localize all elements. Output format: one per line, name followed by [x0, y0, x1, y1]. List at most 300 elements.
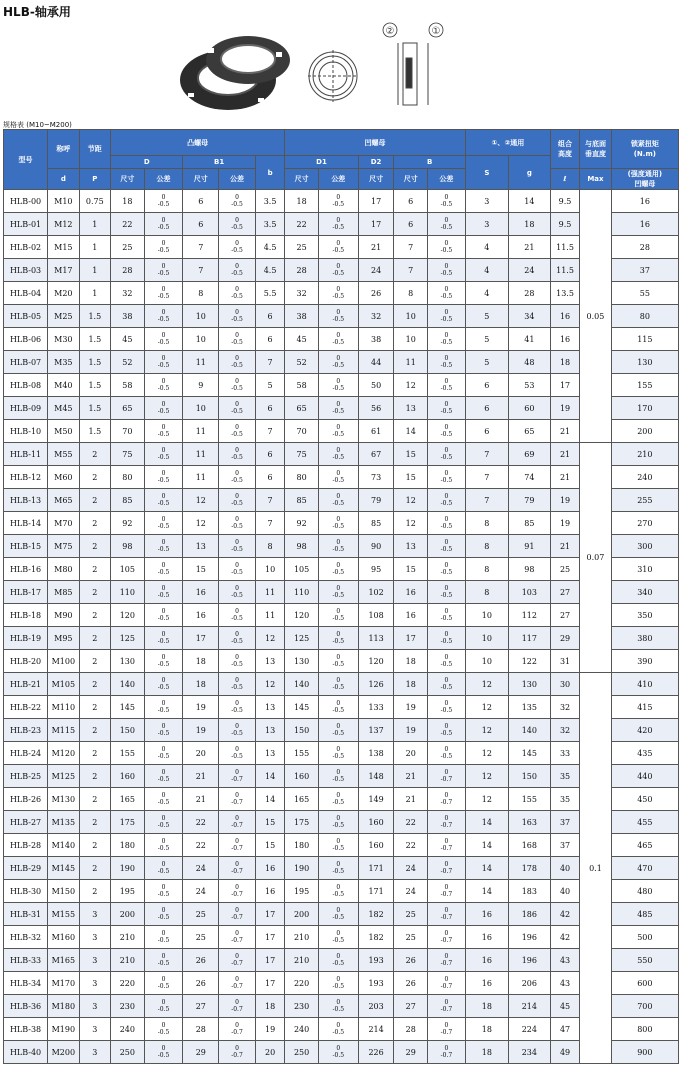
- tolerance-lower: -0.5: [157, 500, 170, 507]
- tolerance-lower: -0.5: [332, 776, 345, 783]
- cell-d: 200: [111, 903, 145, 926]
- cell-tolerance: [428, 604, 466, 627]
- tolerance-upper: 0: [235, 263, 239, 270]
- cell-tolerance: [144, 305, 183, 328]
- cell-p: 1: [79, 213, 110, 236]
- cell-tolerance: [219, 972, 256, 995]
- tolerance-upper: 0: [235, 999, 239, 1006]
- cell-d2: 79: [358, 489, 394, 512]
- table-row: [4, 857, 679, 880]
- cell-tolerance: [318, 213, 358, 236]
- cell-b: 22: [394, 834, 428, 857]
- cell-g: 196: [508, 949, 550, 972]
- tolerance-lower: -0.5: [231, 661, 243, 668]
- tolerance-upper: 0: [336, 217, 341, 224]
- tolerance-upper: 0: [444, 861, 449, 868]
- cell-d1: 240: [285, 1018, 319, 1041]
- cell-d1: 145: [285, 696, 319, 719]
- table-row: [4, 719, 679, 742]
- cell-b: 28: [394, 1018, 428, 1041]
- cell-d: M170: [48, 972, 79, 995]
- cell-s: 16: [465, 949, 508, 972]
- cell-d: M10: [48, 190, 79, 213]
- cell-l: 31: [550, 650, 579, 673]
- cell-tolerance: [428, 1018, 466, 1041]
- table-row: [4, 328, 679, 351]
- cell-model: HLB-17: [4, 581, 48, 604]
- cell-tolerance: [219, 374, 256, 397]
- cell-p: 1.5: [79, 328, 110, 351]
- cell-tolerance: [219, 397, 256, 420]
- cell-tolerance: [144, 351, 183, 374]
- cell-s: 16: [465, 903, 508, 926]
- tolerance-lower: -0.5: [332, 408, 345, 415]
- tolerance-lower: -0.5: [440, 730, 453, 737]
- cell-d2: 108: [358, 604, 394, 627]
- cell-d: 22: [111, 213, 145, 236]
- cell-tolerance: [318, 236, 358, 259]
- cell-s: 6: [465, 420, 508, 443]
- cell-d1: 180: [285, 834, 319, 857]
- tolerance-lower: -0.5: [157, 1006, 170, 1013]
- cell-d: M95: [48, 627, 79, 650]
- header-concave-nut: 凹螺母: [285, 130, 466, 156]
- header-tol: 公差: [318, 169, 358, 190]
- cell-tolerance: [428, 673, 466, 696]
- header-max: Max: [580, 169, 611, 190]
- tolerance-lower: -0.5: [157, 339, 170, 346]
- tolerance-upper: 0: [336, 861, 341, 868]
- cell-tolerance: [144, 903, 183, 926]
- cell-tolerance: [219, 581, 256, 604]
- table-row: [4, 420, 679, 443]
- tolerance-upper: 0: [235, 355, 239, 362]
- cell-tolerance: [144, 213, 183, 236]
- tolerance-lower: -0.5: [157, 293, 170, 300]
- cell-tolerance: [144, 995, 183, 1018]
- cell-l: 45: [550, 995, 579, 1018]
- cell-g: 48: [508, 351, 550, 374]
- tolerance-lower: -0.5: [332, 224, 345, 231]
- tolerance-lower: -0.5: [332, 1029, 345, 1036]
- cell-tolerance: [219, 949, 256, 972]
- tolerance-lower: -0.5: [332, 845, 345, 852]
- cell-model: HLB-04: [4, 282, 48, 305]
- tolerance-lower: -0.5: [332, 546, 345, 553]
- cell-tolerance: [144, 489, 183, 512]
- spec-table: [3, 129, 679, 1064]
- tolerance-lower: -0.5: [157, 707, 170, 714]
- cell-g: 196: [508, 926, 550, 949]
- cell-d: M150: [48, 880, 79, 903]
- tolerance-upper: 0: [444, 930, 449, 937]
- header-pitch: 节距: [79, 130, 110, 169]
- cell-p: 2: [79, 650, 110, 673]
- tolerance-upper: 0: [161, 930, 166, 937]
- cell-p: 2: [79, 489, 110, 512]
- cell-p: 2: [79, 627, 110, 650]
- tolerance-upper: 0: [444, 378, 449, 385]
- cell-p: 3: [79, 1041, 110, 1064]
- tolerance-lower: -0.5: [440, 661, 453, 668]
- table-row: [4, 512, 679, 535]
- cell-tolerance: [144, 581, 183, 604]
- tolerance-upper: 0: [336, 286, 341, 293]
- cell-d2: 38: [358, 328, 394, 351]
- tolerance-lower: -0.5: [332, 270, 345, 277]
- cell-tolerance: [219, 466, 256, 489]
- tolerance-upper: 0: [336, 240, 341, 247]
- tolerance-lower: -0.5: [231, 730, 243, 737]
- cell-b: 15: [255, 834, 284, 857]
- cell-d: 195: [111, 880, 145, 903]
- cell-torque: 455: [611, 811, 678, 834]
- tolerance-lower: -0.5: [440, 362, 453, 369]
- cell-s: 7: [465, 443, 508, 466]
- cell-b1: 10: [183, 305, 219, 328]
- tolerance-lower: -0.5: [332, 937, 345, 944]
- cell-d1: 45: [285, 328, 319, 351]
- cell-p: 2: [79, 857, 110, 880]
- cell-b: 11: [255, 604, 284, 627]
- cell-d: M165: [48, 949, 79, 972]
- cell-d: M40: [48, 374, 79, 397]
- cell-d2: 133: [358, 696, 394, 719]
- cell-b: 16: [394, 581, 428, 604]
- tolerance-lower: -0.5: [332, 247, 345, 254]
- cell-l: 40: [550, 880, 579, 903]
- cell-d: 18: [111, 190, 145, 213]
- cell-model: HLB-31: [4, 903, 48, 926]
- header-D2: D2: [358, 156, 394, 169]
- cell-d1: 110: [285, 581, 319, 604]
- tolerance-lower: -0.5: [332, 477, 345, 484]
- cell-b: 6: [255, 328, 284, 351]
- cell-d1: 155: [285, 742, 319, 765]
- cell-d2: 90: [358, 535, 394, 558]
- table-row: [4, 581, 679, 604]
- cell-d1: 210: [285, 926, 319, 949]
- cell-tolerance: [219, 282, 256, 305]
- tolerance-upper: 0: [336, 999, 341, 1006]
- tolerance-lower: -0.7: [440, 937, 453, 944]
- cell-tolerance: [428, 650, 466, 673]
- tolerance-upper: 0: [444, 769, 449, 776]
- tolerance-lower: -0.5: [231, 569, 243, 576]
- cell-b: 13: [394, 397, 428, 420]
- front-view-drawing: [308, 50, 358, 102]
- table-row: [4, 811, 679, 834]
- tolerance-upper: 0: [444, 1045, 449, 1052]
- cell-d2: 137: [358, 719, 394, 742]
- cell-tolerance: [428, 489, 466, 512]
- table-row: [4, 558, 679, 581]
- tolerance-upper: 0: [336, 884, 341, 891]
- cell-torque: 600: [611, 972, 678, 995]
- cell-tolerance: [219, 903, 256, 926]
- tolerance-lower: -0.5: [440, 201, 453, 208]
- cell-tolerance: [318, 880, 358, 903]
- spec-label: 规格表 (M10~M200): [3, 121, 72, 129]
- cell-tolerance: [144, 788, 183, 811]
- table-row: [4, 397, 679, 420]
- cell-g: 91: [508, 535, 550, 558]
- tolerance-lower: -0.5: [332, 891, 345, 898]
- tolerance-upper: 0: [235, 585, 239, 592]
- cell-b: 25: [394, 903, 428, 926]
- header-tol: 公差: [144, 169, 183, 190]
- cell-l: 9.5: [550, 213, 579, 236]
- cell-tolerance: [318, 1018, 358, 1041]
- table-row: [4, 949, 679, 972]
- cell-tolerance: [428, 719, 466, 742]
- cell-tolerance: [144, 926, 183, 949]
- cell-tolerance: [144, 673, 183, 696]
- cell-tolerance: [219, 1018, 256, 1041]
- cell-tolerance: [318, 351, 358, 374]
- cell-d: M15: [48, 236, 79, 259]
- cell-model: HLB-07: [4, 351, 48, 374]
- cell-d2: 85: [358, 512, 394, 535]
- cell-s: 12: [465, 788, 508, 811]
- cell-d: 32: [111, 282, 145, 305]
- cell-tolerance: [428, 995, 466, 1018]
- cell-tolerance: [219, 673, 256, 696]
- tolerance-upper: 0: [336, 562, 341, 569]
- callout-1: ①: [431, 26, 441, 37]
- cell-tolerance: [219, 811, 256, 834]
- cell-tolerance: [219, 604, 256, 627]
- cell-b: 6: [255, 305, 284, 328]
- tolerance-upper: 0: [235, 700, 239, 707]
- tolerance-lower: -0.5: [332, 569, 345, 576]
- cell-b: 11: [255, 581, 284, 604]
- tolerance-lower: -0.5: [231, 500, 243, 507]
- cell-tolerance: [219, 351, 256, 374]
- header-nominal: 称呼: [48, 130, 79, 169]
- tolerance-lower: -0.5: [231, 431, 243, 438]
- cell-model: HLB-20: [4, 650, 48, 673]
- cell-torque: 155: [611, 374, 678, 397]
- tolerance-lower: -0.5: [157, 431, 170, 438]
- cell-d: 175: [111, 811, 145, 834]
- cell-d1: 210: [285, 949, 319, 972]
- tolerance-lower: -0.7: [231, 983, 243, 990]
- cell-tolerance: [144, 190, 183, 213]
- tolerance-lower: -0.7: [440, 983, 453, 990]
- header-g: g: [508, 156, 550, 190]
- cell-b1: 11: [183, 351, 219, 374]
- cell-torque: 470: [611, 857, 678, 880]
- cell-b: 18: [255, 995, 284, 1018]
- table-row: [4, 604, 679, 627]
- cell-b: 4.5: [255, 259, 284, 282]
- cell-b1: 19: [183, 696, 219, 719]
- cell-tolerance: [428, 834, 466, 857]
- tolerance-lower: -0.5: [157, 546, 170, 553]
- cell-d: 150: [111, 719, 145, 742]
- cell-s: 18: [465, 995, 508, 1018]
- cell-tolerance: [318, 742, 358, 765]
- cell-b1: 15: [183, 558, 219, 581]
- cell-d1: 195: [285, 880, 319, 903]
- tolerance-lower: -0.5: [332, 661, 345, 668]
- header-D: D: [111, 156, 183, 169]
- tolerance-lower: -0.5: [440, 316, 453, 323]
- cell-p: 2: [79, 765, 110, 788]
- tolerance-lower: -0.5: [440, 339, 453, 346]
- tolerance-upper: 0: [235, 930, 239, 937]
- cell-b1: 10: [183, 397, 219, 420]
- cell-s: 12: [465, 673, 508, 696]
- tolerance-lower: -0.5: [157, 1052, 170, 1059]
- tolerance-lower: -0.5: [231, 592, 243, 599]
- tolerance-upper: 0: [161, 309, 166, 316]
- tolerance-upper: 0: [161, 447, 166, 454]
- table-row: [4, 1018, 679, 1041]
- cell-b1: 16: [183, 581, 219, 604]
- cell-d2: 182: [358, 926, 394, 949]
- cell-b: 10: [394, 305, 428, 328]
- header-size: 尺寸: [111, 169, 145, 190]
- cell-s: 7: [465, 466, 508, 489]
- cell-p: 2: [79, 466, 110, 489]
- tolerance-upper: 0: [336, 815, 341, 822]
- cell-b: 6: [394, 190, 428, 213]
- cell-g: 117: [508, 627, 550, 650]
- cell-tolerance: [219, 535, 256, 558]
- cell-b: 6: [255, 397, 284, 420]
- tolerance-lower: -0.5: [157, 569, 170, 576]
- cell-d1: 200: [285, 903, 319, 926]
- cell-g: 206: [508, 972, 550, 995]
- tolerance-lower: -0.5: [440, 546, 453, 553]
- cell-torque: 37: [611, 259, 678, 282]
- cell-torque: 390: [611, 650, 678, 673]
- tolerance-lower: -0.5: [231, 477, 243, 484]
- cell-p: 2: [79, 512, 110, 535]
- tolerance-lower: -0.7: [440, 845, 453, 852]
- tolerance-lower: -0.5: [157, 615, 170, 622]
- cell-d: 85: [111, 489, 145, 512]
- cell-torque: 500: [611, 926, 678, 949]
- cell-d: 52: [111, 351, 145, 374]
- cell-d: 98: [111, 535, 145, 558]
- cell-d1: 160: [285, 765, 319, 788]
- cell-model: HLB-13: [4, 489, 48, 512]
- cell-tolerance: [428, 765, 466, 788]
- cell-tolerance: [144, 420, 183, 443]
- cell-tolerance: [219, 1041, 256, 1064]
- tolerance-lower: -0.5: [440, 224, 453, 231]
- tolerance-upper: 0: [336, 930, 341, 937]
- cell-p: 1: [79, 236, 110, 259]
- cell-tolerance: [318, 1041, 358, 1064]
- tolerance-lower: -0.5: [440, 454, 453, 461]
- cell-model: HLB-29: [4, 857, 48, 880]
- cell-tolerance: [144, 1041, 183, 1064]
- cell-tolerance: [318, 650, 358, 673]
- cell-p: 2: [79, 880, 110, 903]
- cell-b: 13: [394, 535, 428, 558]
- tolerance-upper: 0: [161, 516, 166, 523]
- tolerance-lower: -0.5: [332, 1052, 345, 1059]
- table-row: [4, 673, 679, 696]
- cell-d: M17: [48, 259, 79, 282]
- tolerance-lower: -0.7: [440, 891, 453, 898]
- cell-p: 2: [79, 719, 110, 742]
- cell-tolerance: [428, 696, 466, 719]
- cell-tolerance: [428, 466, 466, 489]
- cell-p: 3: [79, 926, 110, 949]
- header-size: 尺寸: [183, 169, 219, 190]
- tolerance-lower: -0.7: [231, 891, 243, 898]
- cell-torque: 300: [611, 535, 678, 558]
- tolerance-lower: -0.5: [440, 270, 453, 277]
- tolerance-upper: 0: [235, 562, 239, 569]
- cell-d: 145: [111, 696, 145, 719]
- cell-tolerance: [219, 443, 256, 466]
- cell-torque: 800: [611, 1018, 678, 1041]
- cell-tolerance: [428, 857, 466, 880]
- cell-s: 3: [465, 190, 508, 213]
- tolerance-lower: -0.5: [332, 822, 345, 829]
- tolerance-upper: 0: [235, 309, 239, 316]
- cell-d1: 165: [285, 788, 319, 811]
- cell-model: HLB-16: [4, 558, 48, 581]
- cell-torque: 420: [611, 719, 678, 742]
- cell-b: 15: [394, 558, 428, 581]
- cell-torque: 440: [611, 765, 678, 788]
- cell-tolerance: [428, 903, 466, 926]
- cell-d1: 120: [285, 604, 319, 627]
- cell-d: 220: [111, 972, 145, 995]
- cell-d: 250: [111, 1041, 145, 1064]
- cell-d: M140: [48, 834, 79, 857]
- cell-p: 2: [79, 742, 110, 765]
- tolerance-upper: 0: [444, 424, 449, 431]
- cell-tolerance: [318, 788, 358, 811]
- cell-torque: 480: [611, 880, 678, 903]
- cell-d1: 105: [285, 558, 319, 581]
- tolerance-upper: 0: [235, 608, 239, 615]
- cell-d2: 17: [358, 190, 394, 213]
- header-p: P: [79, 169, 110, 190]
- header-model: 型号: [4, 130, 48, 190]
- cell-tolerance: [428, 236, 466, 259]
- nut-photo: [180, 36, 290, 110]
- tolerance-lower: -0.5: [332, 868, 345, 875]
- tolerance-lower: -0.5: [157, 661, 170, 668]
- cell-torque: 410: [611, 673, 678, 696]
- cell-model: HLB-02: [4, 236, 48, 259]
- table-row: [4, 305, 679, 328]
- cell-tolerance: [318, 972, 358, 995]
- cell-tolerance: [219, 420, 256, 443]
- cell-d: 120: [111, 604, 145, 627]
- cell-d1: 98: [285, 535, 319, 558]
- tolerance-lower: -0.5: [332, 914, 345, 921]
- cell-torque: 130: [611, 351, 678, 374]
- tolerance-lower: -0.5: [231, 546, 243, 553]
- tolerance-lower: -0.7: [440, 1029, 453, 1036]
- tolerance-upper: 0: [161, 608, 166, 615]
- tolerance-upper: 0: [336, 1045, 341, 1052]
- header-shared: ①、②通用: [465, 130, 550, 156]
- tolerance-upper: 0: [444, 401, 449, 408]
- cell-g: 14: [508, 190, 550, 213]
- tolerance-lower: -0.5: [332, 707, 345, 714]
